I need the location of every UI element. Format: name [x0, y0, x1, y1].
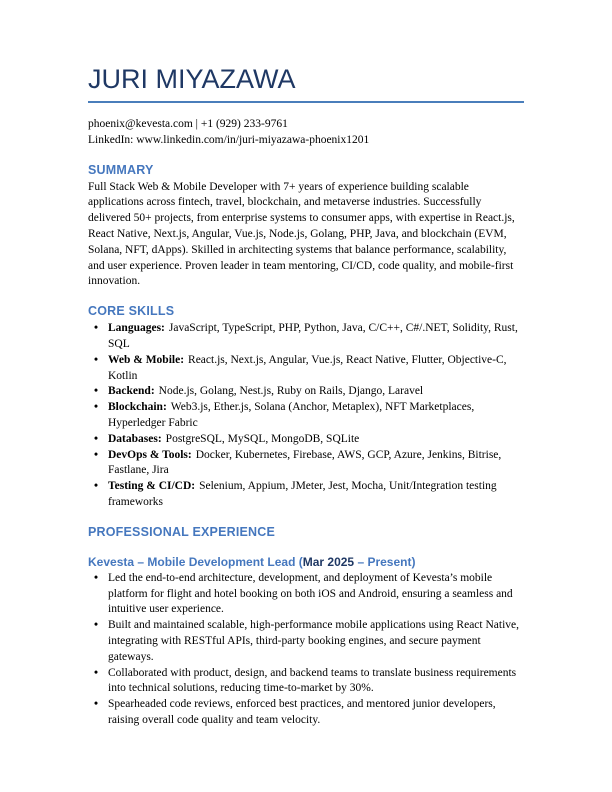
- skill-text: Selenium, Appium, JMeter, Jest, Mocha, Unit/Integration testing frameworks: [108, 480, 497, 508]
- skill-label: Web & Mobile:: [108, 353, 185, 366]
- job-title-suffix: – Present): [354, 554, 416, 569]
- skill-label: Databases:: [108, 432, 162, 445]
- skill-text: Web3.js, Ether.js, Solana (Anchor, Metaplex), NFT Marketplaces, Hyperledger Fabric: [108, 401, 475, 429]
- skill-text: React.js, Next.js, Angular, Vue.js, React Native, Flutter, Objective-C, Kotlin: [108, 353, 507, 382]
- skill-label: Blockchain:: [108, 401, 167, 414]
- section-heading-summary: SUMMARY: [88, 162, 154, 177]
- contact-email-phone: phoenix@kevesta.com | +1 (929) 233-9761: [88, 118, 288, 131]
- skill-label: DevOps & Tools:: [108, 448, 192, 461]
- job-bullet: • Collaborated with product, design, and backend teams to translate business requirements into technical solutions, reducing time-to-market by 30%.: [88, 666, 524, 698]
- skill-item-testing-cicd: [88, 479, 524, 511]
- job-bullet: • Led the end-to-end architecture, development, and deployment of Kevesta’s mobile platform for flight and hotel booking on both iOS and Android, ensuring a seamless and intuitive user experience.: [88, 571, 524, 618]
- section-heading-experience: PROFESSIONAL EXPERIENCE: [88, 524, 276, 539]
- skill-text: Node.js, Golang, Nest.js, Ruby on Rails, Django, Laravel: [158, 385, 424, 398]
- skill-label: Backend:: [108, 385, 155, 398]
- skill-label: Languages:: [108, 322, 165, 335]
- skill-item-languages: [88, 321, 524, 353]
- summary-text: Full Stack Web & Mobile Developer with 7+ years of experience building scalable applications across fintech, travel, blockchain, and metaverse industries. Successfully delivered 50+ projects, from enterprise systems to consumer apps, with expertise in React.js, React Native, Next.js, Angular, Vue.js, Node.js, Golang, PHP, Java, and blockchain (EVM, Solana, NFT, dApps). Skilled in architecting systems that balance performance, scalability, and user experience. Proven leader in team mentoring, CI/CD, code quality, and mobile-first innovation.: [88, 180, 515, 288]
- skill-text: JavaScript, TypeScript, PHP, Python, Java, C/C++, C#/.NET, Solidity, Rust, SQL: [108, 322, 518, 351]
- skill-item-web-mobile: [88, 353, 524, 385]
- job-bullet: • Built and maintained scalable, high-performance mobile applications using React Native, integrating with RESTful APIs, third-party booking engines, and secure payment gateways.: [88, 618, 524, 665]
- skill-label: Testing & CI/CD:: [108, 480, 196, 493]
- job-date: Mar 2025: [302, 554, 355, 569]
- skill-item-devops-tools: [88, 448, 524, 480]
- contact-block: [88, 117, 524, 149]
- skill-text: PostgreSQL, MySQL, MongoDB, SQLite: [165, 432, 360, 445]
- skills-list: [88, 321, 524, 511]
- job-bullets: [88, 571, 524, 729]
- job-bullet: • Spearheaded code reviews, enforced best practices, and mentored junior developers, raising overall code quality and team velocity.: [88, 697, 524, 729]
- skill-item-blockchain: [88, 400, 524, 432]
- skill-text: Docker, Kubernetes, Firebase, AWS, GCP, Azure, Jenkins, Bitrise, Fastlane, Jira: [108, 448, 502, 477]
- job-heading: [88, 555, 524, 569]
- resume-title: JURI MIYAZAWA: [88, 64, 524, 103]
- contact-linkedin: LinkedIn: www.linkedin.com/in/juri-miyazawa-phoenix1201: [88, 133, 370, 146]
- skill-item-backend: [88, 384, 524, 400]
- skill-item-databases: [88, 432, 524, 448]
- section-heading-core-skills: CORE SKILLS: [88, 304, 175, 319]
- job-title-prefix: Kevesta – Mobile Development Lead (: [88, 554, 303, 569]
